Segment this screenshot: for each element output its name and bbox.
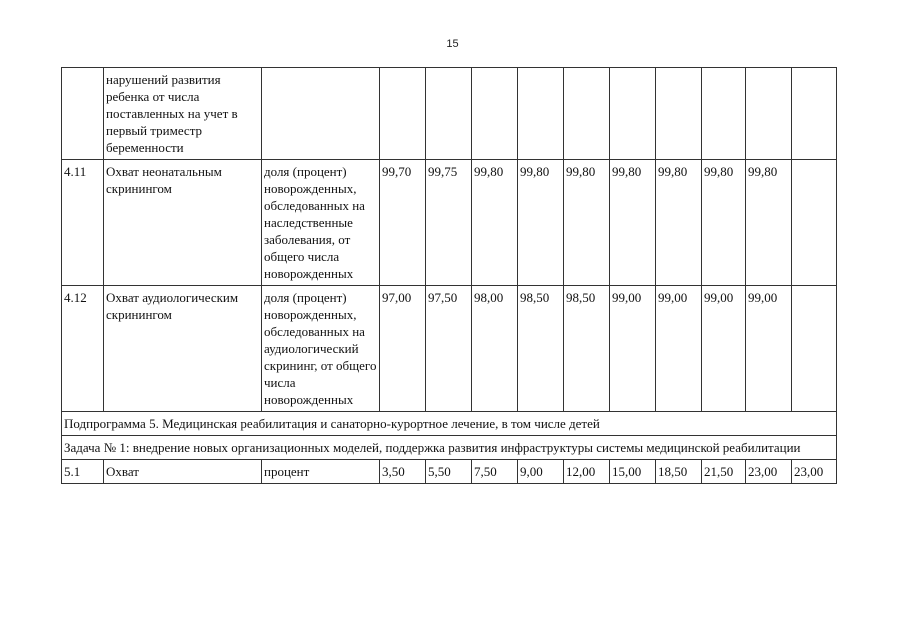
value-cell: 12,00: [564, 460, 610, 484]
value-cell: 18,50: [656, 460, 702, 484]
value-cell: 99,80: [656, 160, 702, 286]
row-number: 4.11: [62, 160, 104, 286]
value-cell: [656, 68, 702, 160]
value-cell: 98,50: [518, 286, 564, 412]
row-number: [62, 68, 104, 160]
value-cell: 3,50: [380, 460, 426, 484]
value-cell: 99,00: [610, 286, 656, 412]
value-cell: 99,80: [518, 160, 564, 286]
value-cell: [792, 160, 837, 286]
value-cell: 15,00: [610, 460, 656, 484]
row-number: 4.12: [62, 286, 104, 412]
value-cell: [792, 68, 837, 160]
value-cell: 99,00: [702, 286, 746, 412]
value-cell: [472, 68, 518, 160]
value-cell: 97,50: [426, 286, 472, 412]
value-cell: 99,80: [702, 160, 746, 286]
page-number: 15: [446, 38, 459, 50]
value-cell: 7,50: [472, 460, 518, 484]
indicator-name: Охват аудиологическим скринингом: [104, 286, 262, 412]
value-cell: 98,00: [472, 286, 518, 412]
value-cell: 97,00: [380, 286, 426, 412]
value-cell: 23,00: [746, 460, 792, 484]
indicator-unit: доля (процент) новорожденных, обследованных на аудиологический скрининг, от общего числа новорожденных: [262, 286, 380, 412]
row-number: 5.1: [62, 460, 104, 484]
value-cell: 5,50: [426, 460, 472, 484]
value-cell: 99,80: [564, 160, 610, 286]
value-cell: 21,50: [702, 460, 746, 484]
value-cell: 99,00: [746, 286, 792, 412]
table-row-task-1: [62, 436, 837, 460]
subprogram-heading: Подпрограмма 5. Медицинская реабилитация и санаторно-курортное лечение, в том числе детей: [62, 412, 837, 436]
indicator-unit: доля (процент) новорожденных, обследованных на наследственные заболевания, от общего числа новорожденных: [262, 160, 380, 286]
table-row-5-1: [62, 460, 837, 484]
value-cell: 99,00: [656, 286, 702, 412]
value-cell: 9,00: [518, 460, 564, 484]
indicator-name: Охват: [104, 460, 262, 484]
indicator-unit: процент: [262, 460, 380, 484]
table-row-4-12: [62, 286, 837, 412]
value-cell: [610, 68, 656, 160]
value-cell: 23,00: [792, 460, 837, 484]
value-cell: [380, 68, 426, 160]
task-heading: Задача № 1: внедрение новых организационных моделей, поддержка развития инфраструктуры системы медицинской реабилитации: [62, 436, 837, 460]
value-cell: 98,50: [564, 286, 610, 412]
table-row-4-11: [62, 160, 837, 286]
value-cell: [746, 68, 792, 160]
table-row-subprogram-5: [62, 412, 837, 436]
value-cell: 99,75: [426, 160, 472, 286]
indicator-name: нарушений развития ребенка от числа поставленных на учет в первый триместр беременности: [104, 68, 262, 160]
value-cell: 99,70: [380, 160, 426, 286]
value-cell: 99,80: [472, 160, 518, 286]
value-cell: [702, 68, 746, 160]
value-cell: 99,80: [610, 160, 656, 286]
indicator-unit: [262, 68, 380, 160]
value-cell: [518, 68, 564, 160]
value-cell: [564, 68, 610, 160]
value-cell: 99,80: [746, 160, 792, 286]
indicators-table: [61, 67, 837, 484]
table-row-continuation: [62, 68, 837, 160]
indicator-name: Охват неонатальным скринингом: [104, 160, 262, 286]
value-cell: [426, 68, 472, 160]
value-cell: [792, 286, 837, 412]
